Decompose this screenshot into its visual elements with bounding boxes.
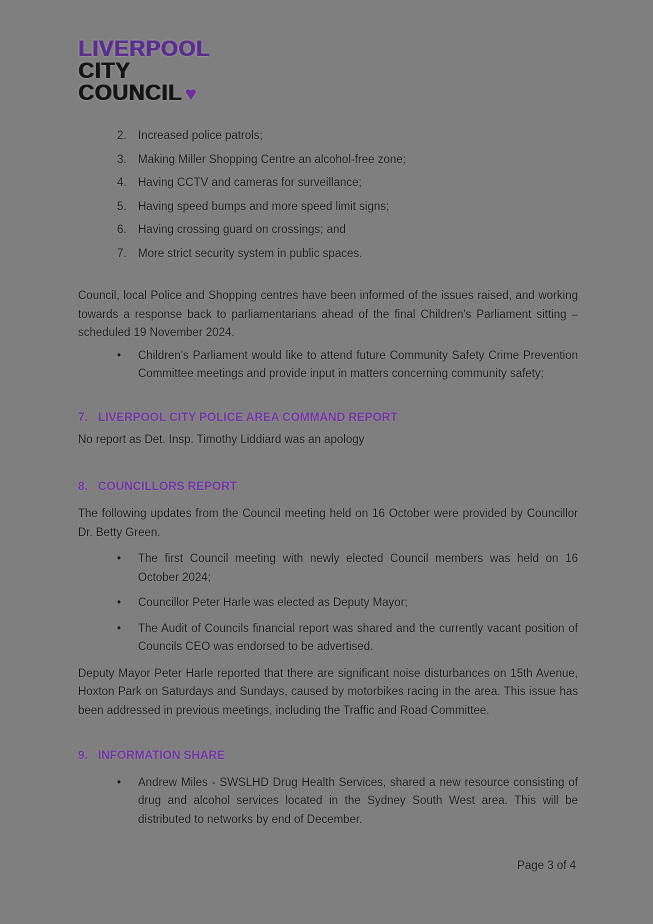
- page-number-footer: Page 3 of 4: [517, 860, 576, 872]
- bullet-glyph: •: [117, 622, 122, 635]
- list-item: 5. Having speed bumps and more speed limit signs;: [78, 198, 578, 217]
- list-item: 2. Increased police patrols;: [78, 127, 578, 146]
- list-number: 3.: [117, 153, 127, 166]
- information-share-bullet: • Andrew Miles - SWSLHD Drug Health Services, shared a new resource consisting of drug and alcohol services located in the Sydney South West area. This will be distributed to networks by end of December.: [78, 774, 578, 830]
- section-number: 8.: [78, 478, 88, 493]
- heart-icon: ♥: [184, 84, 197, 105]
- section-number: 7.: [78, 409, 88, 424]
- council-logo: [78, 38, 578, 106]
- list-item: 7. More strict security system in public spaces.: [78, 245, 578, 264]
- logo-line-liverpool: LIVERPOOL: [78, 36, 210, 61]
- police-report-body: No report as Det. Insp. Timothy Liddiard was an apology: [78, 434, 365, 446]
- section-heading-information-share: 9. INFORMATION SHARE: [78, 746, 578, 765]
- bullet-glyph: •: [117, 597, 122, 609]
- section-heading-councillors-report: 8. COUNCILLORS REPORT: [78, 477, 578, 496]
- list-item: 3. Making Miller Shopping Centre an alcohol-free zone;: [78, 151, 578, 170]
- list-number: 7.: [117, 247, 127, 260]
- bullet-glyph: •: [117, 349, 122, 362]
- bullet-glyph: •: [117, 553, 122, 565]
- councillors-report-intro: The following updates from the Council meeting held on 16 October were provided by Councillor Dr. Betty Green.: [78, 508, 578, 539]
- deputy-mayor-paragraph: Deputy Mayor Peter Harle reported that there are significant noise disturbances on 15th Avenue, Hoxton Park on Saturdays and Sundays, caused by motorbikes racing in the area. This issue has been addressed in previous meetings, including the Traffic and Road Committee.: [78, 667, 578, 717]
- community-safety-list: [78, 127, 578, 263]
- list-number: 2.: [117, 130, 127, 142]
- logo-line-council: COUNCIL ♥: [78, 80, 197, 105]
- list-item: 6. Having crossing guard on crossings; and: [78, 221, 578, 240]
- councillors-report-bullets: [78, 550, 578, 657]
- logo-line-city: CITY: [78, 58, 131, 83]
- list-number: 5.: [117, 200, 127, 213]
- councillors-bullet: • The first Council meeting with newly elected Council members was held on 16 October 2024;: [78, 550, 578, 587]
- children-parliament-bullet: • Children's Parliament would like to attend future Community Safety Crime Prevention Committee meetings and provide input in matters concerning community safety;: [78, 347, 578, 384]
- list-number: 6.: [117, 224, 127, 236]
- councillors-bullet: • Councillor Peter Harle was elected as Deputy Mayor;: [78, 594, 578, 613]
- list-item: 4. Having CCTV and cameras for surveillance;: [78, 174, 578, 193]
- section-number: 9.: [78, 748, 88, 762]
- list-number: 4.: [117, 177, 127, 189]
- councillors-bullet: • The Audit of Councils financial report was shared and the currently vacant position of Councils CEO was endorsed to be advertised.: [78, 620, 578, 657]
- section-heading-police-report: 7. LIVERPOOL CITY POLICE AREA COMMAND REPORT: [78, 408, 578, 427]
- bullet-glyph: •: [117, 776, 122, 789]
- children-parliament-paragraph: Council, local Police and Shopping centres have been informed of the issues raised, and working towards a response back to parliamentarians ahead of the final Children's Parliament sitting – scheduled 19 November 2024.: [78, 290, 578, 339]
